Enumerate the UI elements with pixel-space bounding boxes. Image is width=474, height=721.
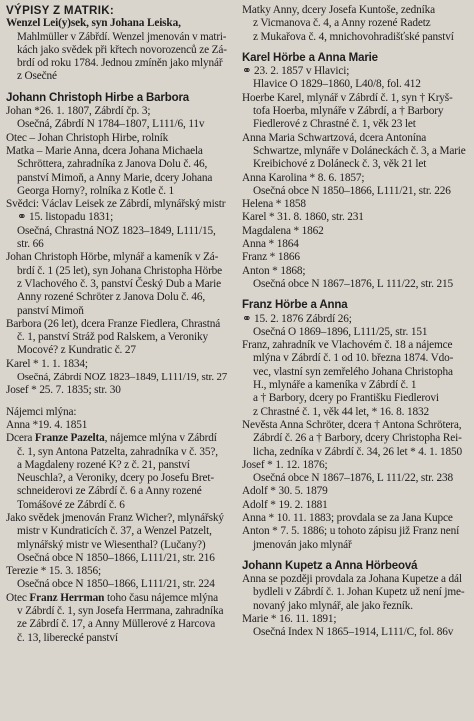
text-line: Anton * 1868; [242,264,306,277]
text-line: Wenzel Lei(y)sek, syn Johana Leiska, [6,17,181,30]
text-line: Nájemci mlýna: [6,405,77,418]
paragraph-gap [242,552,470,560]
text-line: Anton * 7. 5. 1886; u tohoto zápisu již Franz není [242,525,460,538]
text-line: Adolf * 30. 5. 1879 [242,485,328,498]
paragraph-gap [242,291,470,299]
line-part: , nájemce mlýna v Zábrdí [104,432,217,445]
text-line [6,592,228,605]
paragraph-gap [6,84,228,92]
text-line: Nevěsta Anna Schröter, dcera † Antona Schrötera, [242,418,462,431]
text-line [6,432,228,445]
text-line: str. 66 [17,238,44,251]
line-part: Otec [6,591,30,604]
text-line: Neuschla?, a Veroniky, dcery po Josefu Bret- [17,472,214,485]
text-line: Osečná Index N 1865–1914, L111/C, fol. 86v [253,626,454,639]
text-line: Barbora (26 let), dcera Franze Fiedlera, Chrastná [6,317,221,330]
section-title: VÝPISY Z MATRIK: [6,4,115,17]
text-line: Osečná, Zábrdí NOZ 1823–1849, L111/19, str. 27 [17,371,228,384]
text-line: mlýna v Zábrdí č. 1 od 10. března 1874. Vdo- [253,352,454,365]
text-line: Mocové? z Kundratic č. 27 [17,344,136,357]
text-line: Marie * 16. 11. 1891; [242,613,337,626]
text-line: Osečná, Zábrdí N 1784–1807, L111/6, 11v [17,118,205,131]
text-line: jmenován jako mlynář [253,538,352,551]
text-line: Osečná obce N 1850–1866, L111/21, str. 216 [17,551,215,564]
text-line: Josef * 1. 12. 1876; [242,458,328,471]
text-line: Zábrdí č. 26 a † Barbory, dcery Christopha Rei- [253,432,462,445]
text-line: Hoerbe Karel, mlynář v Zábrdí č. 1, syn † Kryš- [242,91,453,104]
text-line: Terezie * 15. 3. 1856; [6,565,102,578]
text-line: panství Mimoň [17,304,84,317]
text-line: mlynářský mistr ve Wiesenthal? (Lučany?) [17,538,206,551]
text-line: Adolf * 19. 2. 1881 [242,498,328,511]
text-line: Anna *19. 4. 1851 [6,418,88,431]
text-line: H., mlynáře a kameníka v Zábrdí č. 1 [253,379,417,392]
text-line: Mahlmüller v Zábřdí. Wenzel jmenován v matri- [17,30,227,43]
text-line: z Vicmanova č. 4, a Anny rozené Radetz [253,17,431,30]
text-line: Johan Christoph Hörbe, mlynář a kameník v Zá- [6,251,219,264]
text-line: bydleli v Zábrdí č. 1. Johan Kupetz už není jme- [253,586,465,599]
text-line: č. 1, panství Stráž pod Ralskem, a Veroniky [17,331,209,344]
text-line: schneiderovi ze Zábrdí č. 6 a Anny rozené [17,485,202,498]
text-line: z Osečné [17,70,57,83]
text-line: ze Zábrdí č. 17, a Anny Müllerové z Harcova [17,618,216,631]
text-line: Otec – Johan Christoph Hirbe, rolník [6,131,169,144]
text-line: Kreibichové z Doláneck č. 3, věk 21 let [253,158,427,171]
text-line: a Magdaleny rozené K? z č. 21, panství [17,458,190,471]
text-line: Karel * 1. 1. 1834; [6,357,88,370]
text-line: tofa Hoerba, mlynáře v Zábrdí, a † Barbory [253,105,444,118]
text-line: z Mukařova č. 4, mnichovohradišťské panství [253,30,454,43]
text-line: Osečná obce N 1850–1866, L111/21, str. 226 [253,184,451,197]
paragraph-gap [242,44,470,52]
text-line: Anna * 10. 11. 1883; provdala se za Jana Kupce [242,511,453,524]
text-line: Tomášové ze Zábrdí č. 6 [17,498,125,511]
text-line: Josef * 25. 7. 1835; str. 30 [6,384,121,397]
text-line: ⚭ 15. 2. 1876 Zábrdí 26; [242,312,352,325]
text-line: kách jako svědek při křtech novorozenců ze Zá- [17,43,227,56]
text-line: Fiedlerové z Chrastné č. 1, věk 23 let [253,118,416,131]
text-line: licha, zedníka v Zábrdí č. 34, 26 let * 4. 1. 1850 [253,445,462,458]
paragraph-gap [6,398,228,406]
line-part: Dcera [6,432,35,445]
text-line: Schröttera, zahradníka z Janova Dolu č. 46, [17,158,208,171]
text-line: vec, vlastní syn zemřelého Johana Christopha [253,365,453,378]
text-line: Schwartze, mlynáře v Doláneckách č. 3, a Marie [253,144,466,157]
name-bold: Franze Pazelta [34,432,105,445]
text-line: z Vlachového č. 3, panství Český Dub a Marie [17,277,222,290]
text-line: Anna se později provdala za Johana Kupetze a dál [242,573,462,586]
text-line: č. 13, liberecké panství [17,631,118,644]
text-line: panství Mimoň, a Anny Marie, dcery Johana [17,171,213,184]
record-heading: Franz Hörbe a Anna [242,299,348,312]
text-line: Osečná O 1869–1896, L111/25, str. 151 [253,325,428,338]
text-line: Johan *26. 1. 1807, Zábrdí čp. 3; [6,105,151,118]
name-bold: Franz Herrman [29,591,105,604]
right-column [242,4,470,640]
text-line: novaný jako mlynář, ale jako řezník. [253,599,413,612]
text-line: Georga Horny?, rolníka z Kotle č. 1 [17,184,175,197]
left-column [6,4,228,645]
text-line: č. 1, syn Antona Patzelta, zahradníka v č. 35?, [17,445,218,458]
text-line: Svědci: Václav Leisek ze Zábrdí, mlynářský mistr [6,198,226,211]
text-line: Osečná obce N 1850–1866, L111/21, str. 224 [17,578,215,591]
text-line: brdí od roku 1784. Jednou zmíněn jako mlynář [17,57,223,70]
text-line: Karel * 31. 8. 1860, str. 231 [242,211,364,224]
text-line: a † Barbory, dcery po Františku Fiedlerovi [253,392,439,405]
record-heading: Johann Christoph Hirbe a Barbora [6,91,190,104]
text-line: Helena * 1858 [242,198,306,211]
text-line: z Chrastné č. 1, věk 44 let, * 16. 8. 1832 [253,405,429,418]
text-line: ⚭ 15. listopadu 1831; [17,211,114,224]
line-part: toho času nájemce mlýna [104,591,219,604]
record-heading: Johann Kupetz a Anna Hörbeová [242,559,418,572]
text-line: Magdalena * 1862 [242,224,324,237]
text-line: Jako svědek jmenován Franz Wicher?, mlynářský [6,511,224,524]
text-line: v Zábrdí č. 1, syn Josefa Herrmana, zahradníka [17,605,224,618]
text-line: Osečná, Chrastná NOZ 1823–1849, L111/15, [17,224,216,237]
record-heading: Karel Hörbe a Anna Marie [242,51,378,64]
text-line: Matky Anny, dcery Josefa Kuntoše, zedníka [242,4,435,16]
text-line: mistr v Kundraticích č. 37, a Wenzel Patzelt, [17,525,212,538]
text-line: ⚭ 23. 2. 1857 v Hlavici; [242,65,350,78]
text-line: Osečná obce N 1867–1876, L 111/22, str. 238 [253,472,453,485]
text-line: brdí č. 1 (25 let), syn Johana Christopha Hörbe [17,264,223,277]
text-line: Hlavice O 1829–1860, L40/8, fol. 412 [253,78,421,91]
text-line: Anna Maria Schwartzová, dcera Antonína [242,131,427,144]
text-line: Osečná obce N 1867–1876, L 111/22, str. 215 [253,277,453,290]
text-line: Anna * 1864 [242,238,299,251]
text-line: Matka – Marie Anna, dcera Johana Michaela [6,144,203,157]
text-line: Franz * 1866 [242,251,300,264]
text-line: Anny rozené Schröter z Janova Dolu č. 46, [17,291,206,304]
text-line: Franz, zahradník ve Vlachovém č. 18 a nájemce [242,339,453,352]
text-line: Anna Karolina * 8. 6. 1857; [242,171,365,184]
